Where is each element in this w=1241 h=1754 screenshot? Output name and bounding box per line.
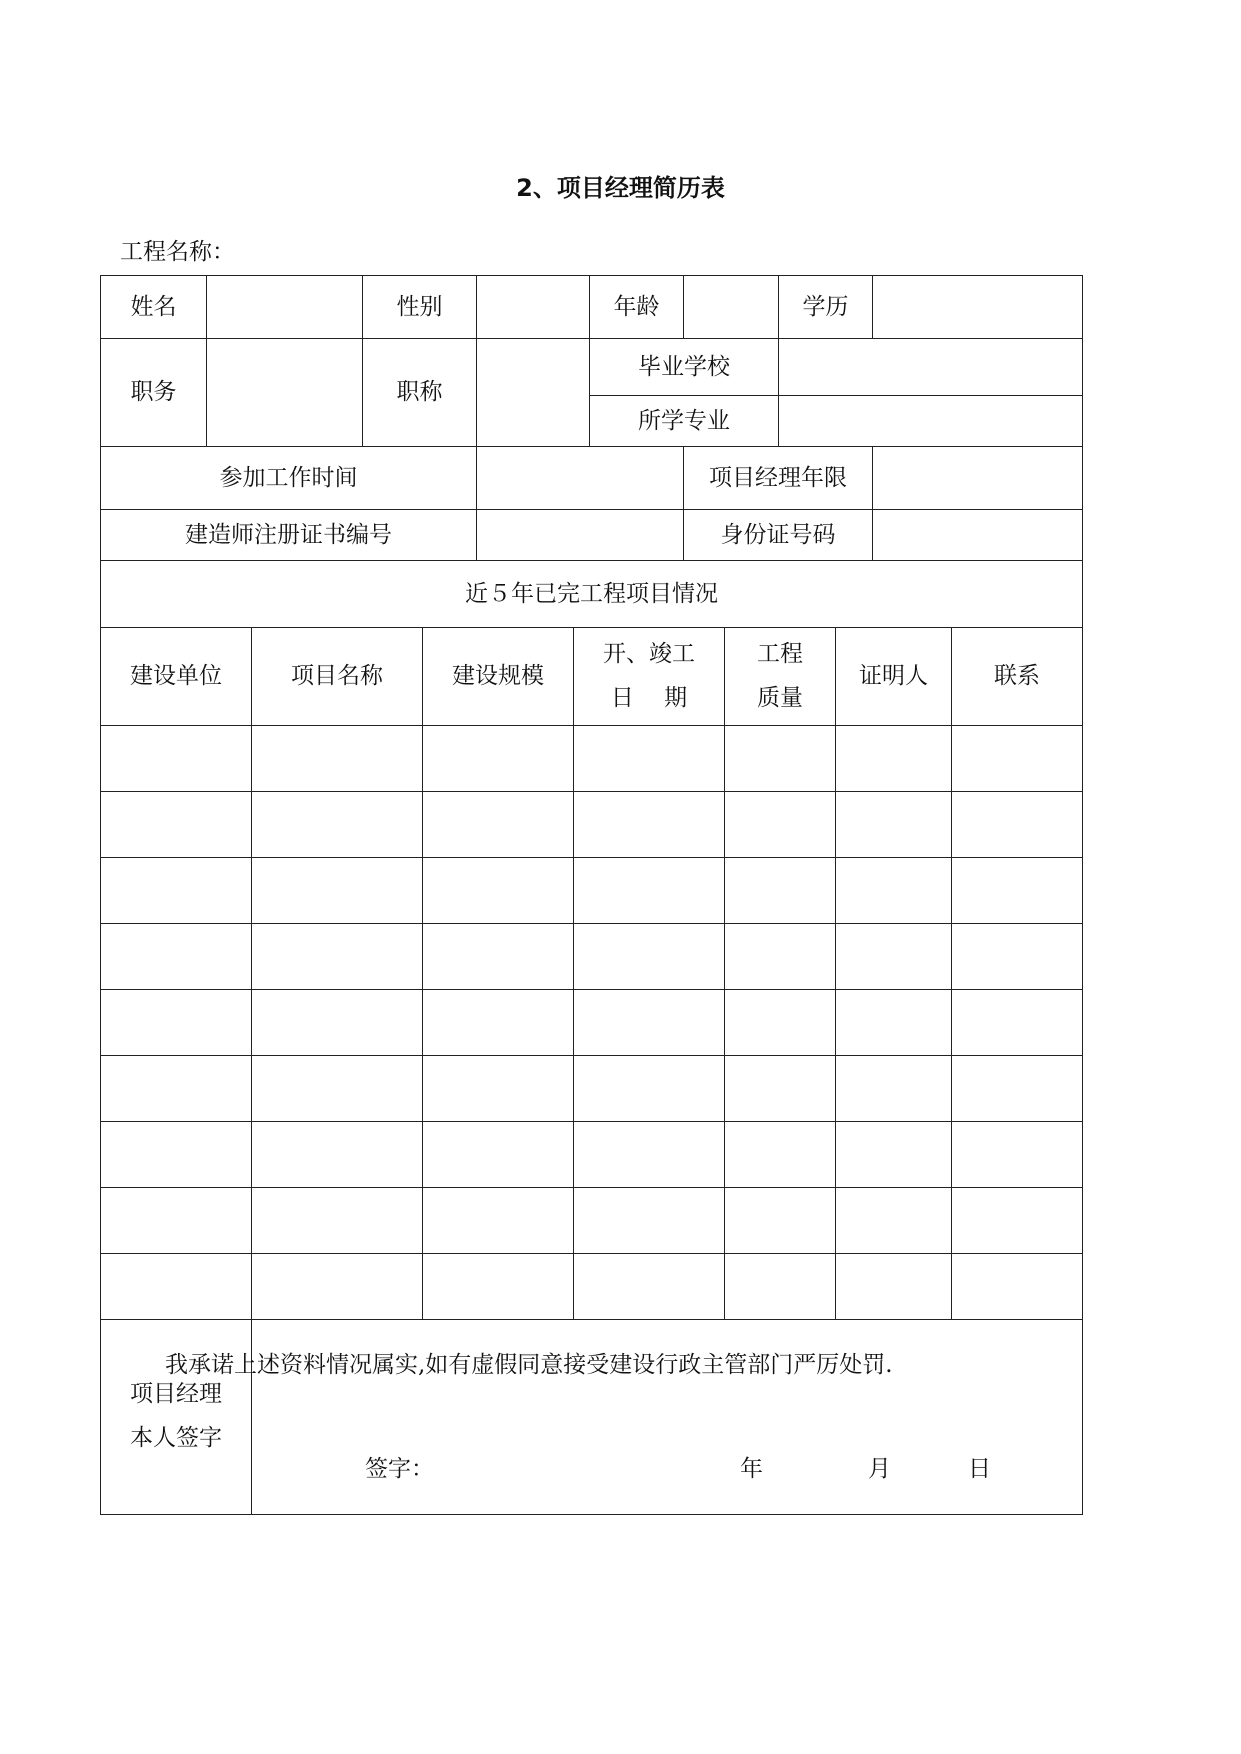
table-cell[interactable] — [725, 858, 836, 924]
table-cell[interactable] — [423, 726, 574, 792]
position-label: 职务 — [101, 339, 207, 447]
table-cell[interactable] — [574, 792, 725, 858]
table-row — [101, 990, 1083, 1056]
school-value[interactable] — [779, 339, 1083, 396]
table-row — [101, 792, 1083, 858]
table-cell[interactable] — [725, 726, 836, 792]
table-cell[interactable] — [952, 990, 1083, 1056]
table-cell[interactable] — [252, 924, 423, 990]
table-cell[interactable] — [725, 1122, 836, 1188]
table-cell[interactable] — [423, 990, 574, 1056]
header-name: 项目名称 — [252, 628, 423, 726]
table-cell[interactable] — [952, 792, 1083, 858]
table-cell[interactable] — [952, 1122, 1083, 1188]
table-cell[interactable] — [836, 726, 952, 792]
table-cell[interactable] — [952, 858, 1083, 924]
section-title: 近５年已完工程项目情况 — [101, 561, 1083, 628]
table-cell[interactable] — [836, 924, 952, 990]
table-cell[interactable] — [952, 1188, 1083, 1254]
major-value[interactable] — [779, 396, 1083, 447]
table-cell[interactable] — [725, 1254, 836, 1320]
table-cell[interactable] — [423, 858, 574, 924]
work-start-label: 参加工作时间 — [101, 447, 477, 510]
table-cell[interactable] — [725, 1188, 836, 1254]
table-cell[interactable] — [252, 1122, 423, 1188]
table-cell[interactable] — [574, 858, 725, 924]
table-cell[interactable] — [725, 1056, 836, 1122]
pm-years-value[interactable] — [873, 447, 1083, 510]
header-contact: 联系 — [952, 628, 1083, 726]
table-cell[interactable] — [423, 1056, 574, 1122]
table-cell[interactable] — [423, 924, 574, 990]
table-cell[interactable] — [574, 1254, 725, 1320]
project-name-label: 工程名称： — [120, 239, 235, 265]
cert-no-value[interactable] — [477, 510, 684, 561]
job-title-label: 职称 — [363, 339, 477, 447]
table-cell[interactable] — [101, 1254, 252, 1320]
job-title-value[interactable] — [477, 339, 590, 447]
table-cell[interactable] — [836, 792, 952, 858]
education-label: 学历 — [779, 276, 873, 339]
age-label: 年龄 — [590, 276, 684, 339]
pm-years-label: 项目经理年限 — [684, 447, 873, 510]
table-cell[interactable] — [423, 1254, 574, 1320]
header-witness: 证明人 — [836, 628, 952, 726]
table-cell[interactable] — [423, 792, 574, 858]
date-month-label: 月 — [868, 1456, 891, 1482]
table-cell[interactable] — [101, 1188, 252, 1254]
table-cell[interactable] — [252, 858, 423, 924]
name-value[interactable] — [207, 276, 363, 339]
header-scale: 建设规模 — [423, 628, 574, 726]
table-cell[interactable] — [574, 990, 725, 1056]
header-dates-line1: 开、竣工 — [603, 640, 695, 667]
table-cell[interactable] — [836, 858, 952, 924]
table-row — [101, 1056, 1083, 1122]
education-value[interactable] — [873, 276, 1083, 339]
signature-label-line1: 项目经理 — [130, 1381, 222, 1408]
table-cell[interactable] — [725, 990, 836, 1056]
table-cell[interactable] — [101, 924, 252, 990]
table-row — [101, 1188, 1083, 1254]
table-cell[interactable] — [252, 1188, 423, 1254]
table-row — [101, 726, 1083, 792]
table-cell[interactable] — [574, 1056, 725, 1122]
header-quality-line1: 工程 — [757, 640, 803, 667]
table-cell[interactable] — [836, 1056, 952, 1122]
table-cell[interactable] — [252, 990, 423, 1056]
table-cell[interactable] — [101, 1056, 252, 1122]
header-quality-line2: 质量 — [757, 684, 803, 711]
school-label: 毕业学校 — [590, 339, 779, 396]
work-start-value[interactable] — [477, 447, 684, 510]
table-cell[interactable] — [574, 1122, 725, 1188]
table-cell[interactable] — [101, 792, 252, 858]
table-cell[interactable] — [952, 924, 1083, 990]
id-no-label: 身份证号码 — [684, 510, 873, 561]
table-cell[interactable] — [836, 990, 952, 1056]
name-label: 姓名 — [101, 276, 207, 339]
table-cell[interactable] — [836, 1188, 952, 1254]
date-year-label: 年 — [740, 1456, 763, 1482]
gender-value[interactable] — [477, 276, 590, 339]
header-quality — [725, 628, 836, 726]
table-cell[interactable] — [725, 792, 836, 858]
id-no-value[interactable] — [873, 510, 1083, 561]
table-cell[interactable] — [574, 1188, 725, 1254]
table-cell[interactable] — [836, 1122, 952, 1188]
table-row — [101, 1254, 1083, 1320]
table-cell[interactable] — [725, 924, 836, 990]
table-cell[interactable] — [952, 726, 1083, 792]
cert-no-label: 建造师注册证书编号 — [101, 510, 477, 561]
table-cell[interactable] — [574, 726, 725, 792]
projects-table — [100, 627, 1083, 1515]
signature-label-line2: 本人签字 — [130, 1425, 222, 1451]
header-dates-line2: 日 期 — [610, 684, 688, 711]
table-cell[interactable] — [252, 1056, 423, 1122]
table-row — [101, 1122, 1083, 1188]
table-cell[interactable] — [574, 924, 725, 990]
table-cell[interactable] — [101, 726, 252, 792]
sign-label: 签字： — [365, 1456, 434, 1482]
table-cell[interactable] — [423, 1188, 574, 1254]
table-cell[interactable] — [252, 792, 423, 858]
page-title: 2、项目经理简历表 — [516, 174, 725, 202]
header-dates — [574, 628, 725, 726]
gender-label: 性别 — [363, 276, 477, 339]
table-cell[interactable] — [101, 858, 252, 924]
table-cell[interactable] — [101, 990, 252, 1056]
table-row — [101, 858, 1083, 924]
header-unit: 建设单位 — [101, 628, 252, 726]
basic-info-table — [100, 275, 1083, 628]
table-cell[interactable] — [101, 1122, 252, 1188]
table-cell[interactable] — [952, 1254, 1083, 1320]
date-day-label: 日 — [968, 1456, 991, 1482]
table-cell[interactable] — [836, 1254, 952, 1320]
position-value[interactable] — [207, 339, 363, 447]
table-cell[interactable] — [252, 1254, 423, 1320]
promise-statement: 我承诺上述资料情况属实,如有虚假同意接受建设行政主管部门严厉处罚. — [165, 1352, 893, 1378]
table-cell[interactable] — [423, 1122, 574, 1188]
table-cell[interactable] — [952, 1056, 1083, 1122]
age-value[interactable] — [684, 276, 779, 339]
major-label: 所学专业 — [590, 396, 779, 447]
table-row — [101, 924, 1083, 990]
table-cell[interactable] — [252, 726, 423, 792]
